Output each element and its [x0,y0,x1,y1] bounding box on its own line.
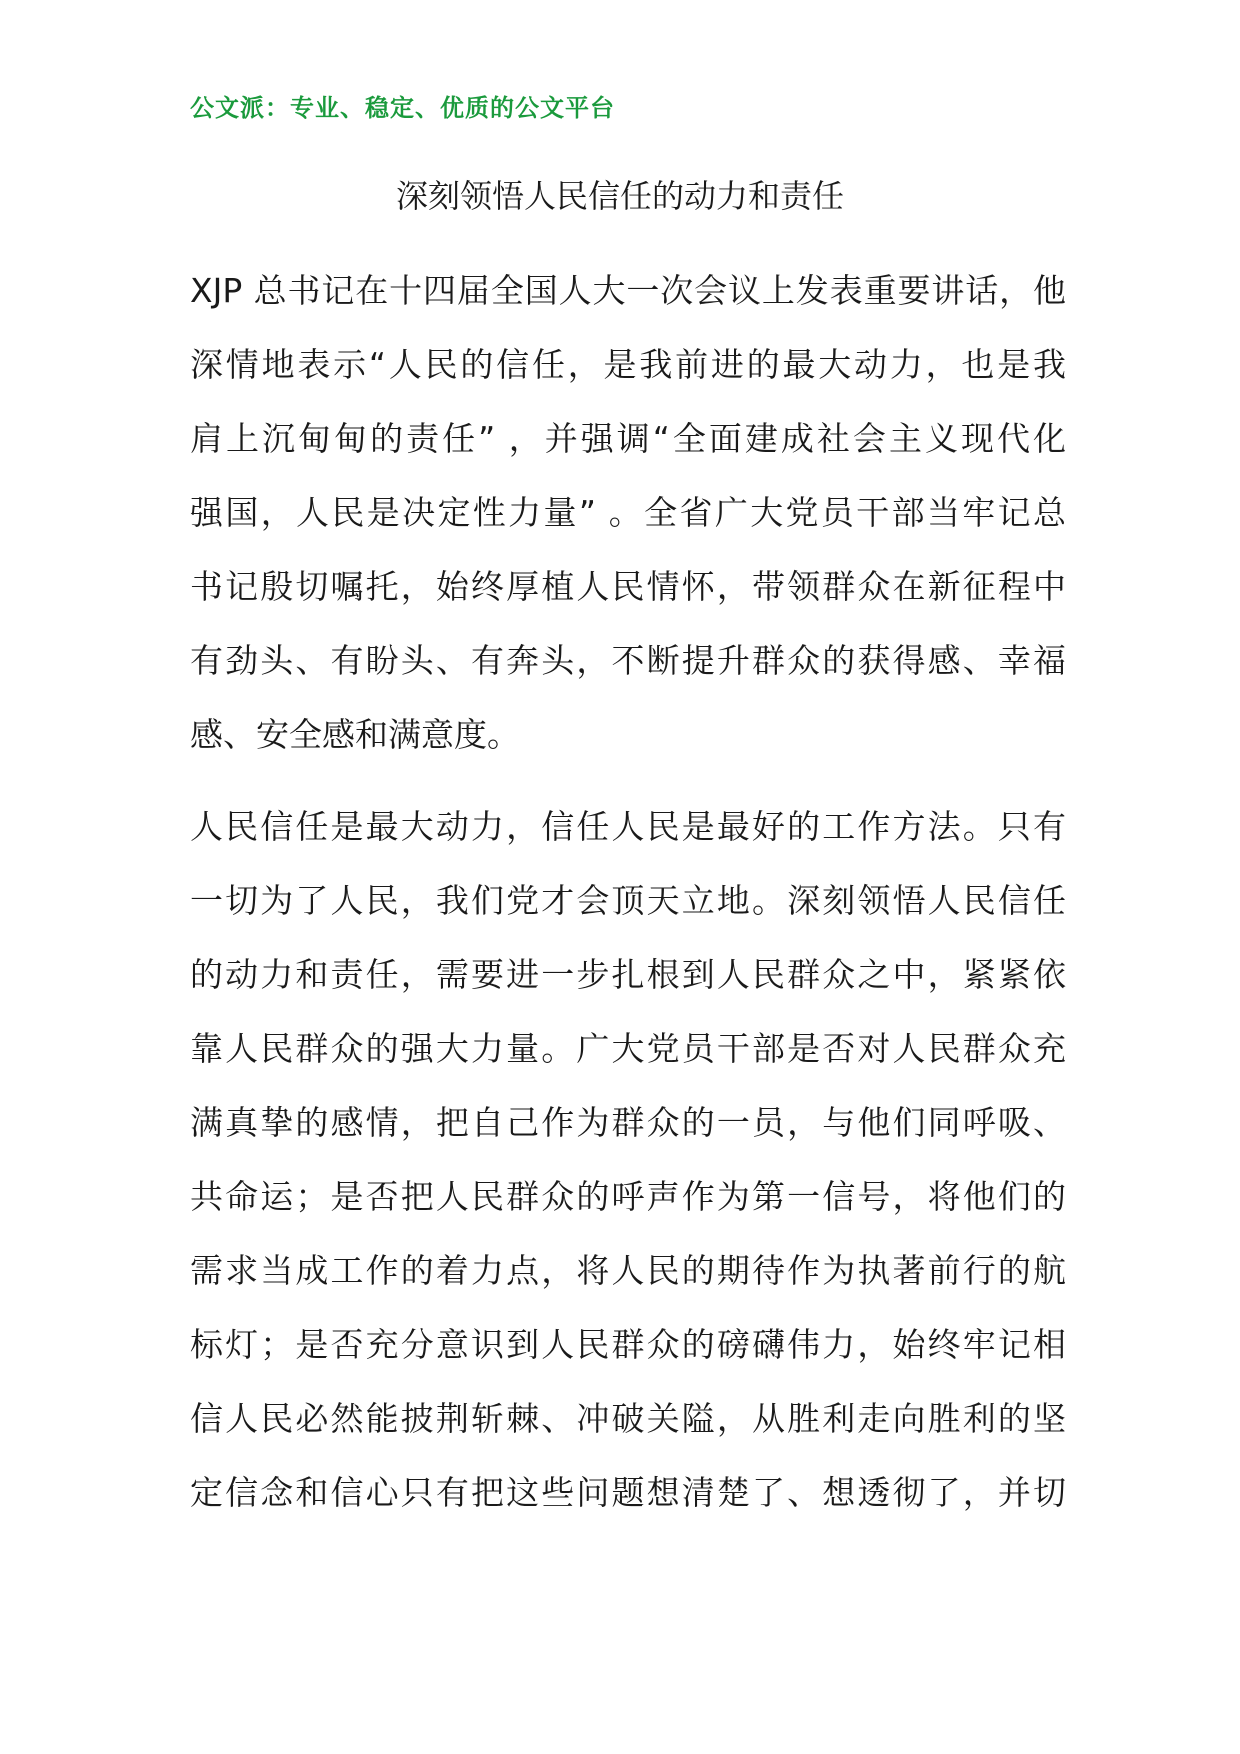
paragraph-line: 书记殷切嘱托，始终厚植人民情怀，带领群众在新征程中 [190,567,1066,606]
paragraph-1 [190,254,1066,772]
paragraph-line: 需求当成工作的着力点，将人民的期待作为执著前行的航 [190,1251,1066,1290]
paragraph-2 [190,790,1066,1530]
paragraph-line: 强国，人民是决定性力量” 。全省广大党员干部当牢记总 [190,493,1066,532]
paragraph-line: 有劲头、有盼头、有奔头，不断提升群众的获得感、幸福 [190,641,1066,680]
paragraph-line: 人民信任是最大动力，信任人民是最好的工作方法。只有 [190,807,1066,846]
paragraph-line: 标灯；是否充分意识到人民群众的磅礴伟力，始终牢记相 [190,1325,1066,1364]
paragraph-line: 的动力和责任，需要进一步扎根到人民群众之中，紧紧依 [190,955,1066,994]
paragraph-line: 感、安全感和满意度。 [190,715,520,754]
paragraph-line: 深情地表示“人民的信任，是我前进的最大动力，也是我 [190,345,1066,384]
paragraph-line: 信人民必然能披荆斩棘、冲破关隘，从胜利走向胜利的坚 [190,1399,1066,1438]
paragraph-line: 共命运；是否把人民群众的呼声作为第一信号，将他们的 [190,1177,1066,1216]
paragraph-line: 一切为了人民，我们党才会顶天立地。深刻领悟人民信任 [190,881,1066,920]
paragraph-line: 满真挚的感情，把自己作为群众的一员，与他们同呼吸、 [190,1103,1066,1142]
brand-header: 公文派：专业、稳定、优质的公文平台 [190,94,615,122]
paragraph-line: 定信念和信心只有把这些问题想清楚了、想透彻了，并切 [190,1473,1066,1512]
paragraph-line: 肩上沉甸甸的责任” ，并强调“全面建成社会主义现代化 [190,419,1066,458]
paragraph-line: XJP 总书记在十四届全国人大一次会议上发表重要讲话，他 [190,271,1066,310]
paragraph-line: 靠人民群众的强大力量。广大党员干部是否对人民群众充 [190,1029,1066,1068]
document-title: 深刻领悟人民信任的动力和责任 [395,177,844,215]
